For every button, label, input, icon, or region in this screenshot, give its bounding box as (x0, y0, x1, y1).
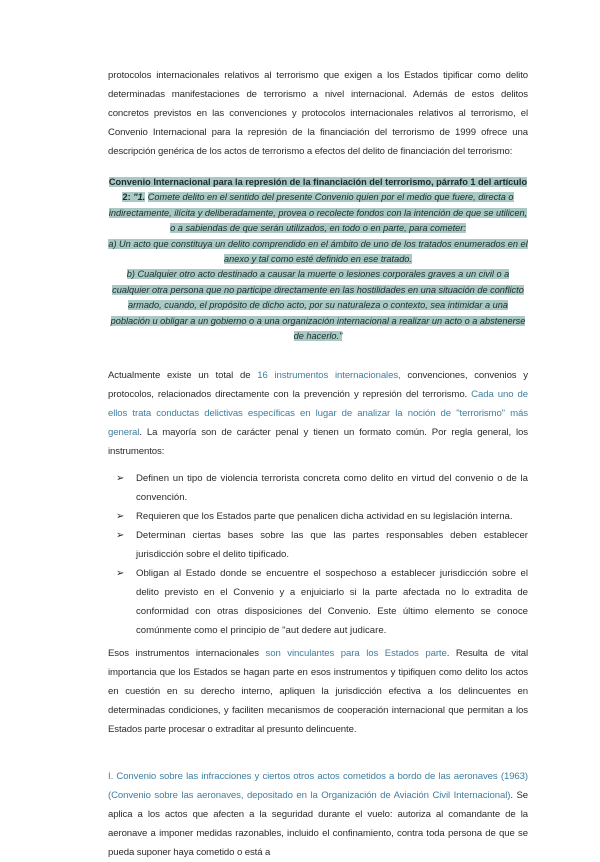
binding-paragraph (108, 644, 528, 739)
quote-item-a: a) Un acto que constituya un delito comprendido en el ámbito de uno de los tratados enumerados en el anexo y tal como esté definido en ese tratado. (108, 238, 528, 265)
highlight-instruments-count: 16 instrumentos internacionales, (257, 370, 401, 382)
text-span: Actualmente existe un total de (108, 370, 258, 382)
text-span: Esos instrumentos internacionales (108, 648, 266, 660)
bullet-text: Determinan ciertas bases sobre las que las partes responsables deben establecer jurisdicción sobre el delito tipificado. (136, 530, 528, 561)
bullet-text: Obligan al Estado donde se encuentre el sospechoso a establecer jurisdicción sobre el delito previsto en el Convenio y a enjuiciarlo si la parte afectada no lo extradita de conformidad con otras disposiciones del Convenio. Este último elemento se conoce comúnmente como el principio de "aut dedere aut judicare. (136, 568, 528, 637)
document-page (108, 66, 528, 862)
convention-quote (108, 175, 528, 344)
bullet-text: Definen un tipo de violencia terrorista concreta como delito en virtud del convenio o de la convención. (136, 473, 528, 504)
quote-item-b: b) Cualquier otro acto destinado a causar la muerte o lesiones corporales graves a un civil o a cualquier otra persona que no participe directamente en las hostilidades en una situación de conflicto armado, cuando, el propósito de dicho acto, por su naturaleza o contexto, sea intimidar a una población u obligar a un gobierno o a una organización internacional a realizar un acto o a abstenerse de hacerlo." (110, 269, 526, 342)
list-item (108, 507, 528, 526)
section-heading-aircraft-convention: I. Convenio sobre las infracciones y ciertos otros actos cometidos a bordo de las aeronaves (1963) (Convenio sobre las aeronaves, depositado en la Organización de Aviación Civil Internacional) (108, 771, 528, 802)
arrow-bullet-icon: ➢ (116, 473, 125, 485)
list-item (108, 469, 528, 507)
text-span: . La mayoría son de carácter penal y tienen un formato común. Por regla general, los instrumentos: (108, 427, 528, 458)
instruments-bullet-list (108, 469, 528, 640)
text-span: convenciones, convenios y protocolos, relacionados directamente con la prevención y represión del terrorismo. (108, 370, 528, 401)
highlight-specific-conducts: Cada uno de ellos trata conductas delictivas específicas en lugar de analizar la noción de "terrorismo" más general (108, 389, 528, 439)
text-span: . Se aplica a los actos que afecten a la seguridad durante el vuelo: autoriza al comandante de la aeronave a imponer medidas razonables, incluido el confinamiento, contra toda persona de que se pueda suponer haya cometido o está a (108, 790, 528, 859)
quote-body: Comete delito en el sentido del presente Convenio quien por el medio que fuere, directa o indirectamente, ilícita y deliberadamente, provea o recolecte fondos con la intención de que se utilicen, o a sabiendas de que serán utilizados, en todo o en parte, para cometer: (108, 192, 528, 234)
quote-heading: Convenio Internacional para la represión de la financiación del terrorismo, párrafo 1 del artículo 2: (108, 177, 528, 203)
list-item (108, 564, 528, 640)
highlight-binding: son vinculantes para los Estados parte (265, 648, 447, 660)
arrow-bullet-icon: ➢ (116, 530, 125, 542)
intro-paragraph: protocolos internacionales relativos al terrorismo que exigen a los Estados tipificar como delito determinadas manifestaciones de terrorismo a nivel internacional. Además de estos delitos concretos previstos en las convenciones y protocolos internacionales relativos al terrorismo, el Convenio Internacional para la represión de la financiación del terrorismo de 1999 ofrece una descripción genérica de los actos de terrorismo a efectos del delito de financiación del terrorismo: (108, 70, 528, 157)
arrow-bullet-icon: ➢ (116, 568, 125, 580)
list-item (108, 526, 528, 564)
arrow-bullet-icon: ➢ (116, 511, 125, 523)
quote-article-number: "1. (130, 192, 146, 203)
text-span: . Resulta de vital importancia que los Estados se hagan parte en esos instrumentos y tipifiquen como delito los actos en cuestión en su derecho interno, apliquen la jurisdicción efectiva a los delincuentes en determinadas condiciones, y faciliten mecanismos de cooperación internacional que permitan a los Estados parte procesar o extraditar al presunto delincuente. (108, 648, 528, 736)
instruments-paragraph (108, 366, 528, 461)
bullet-text: Requieren que los Estados parte que penalicen dicha actividad en su legislación interna. (136, 511, 513, 523)
